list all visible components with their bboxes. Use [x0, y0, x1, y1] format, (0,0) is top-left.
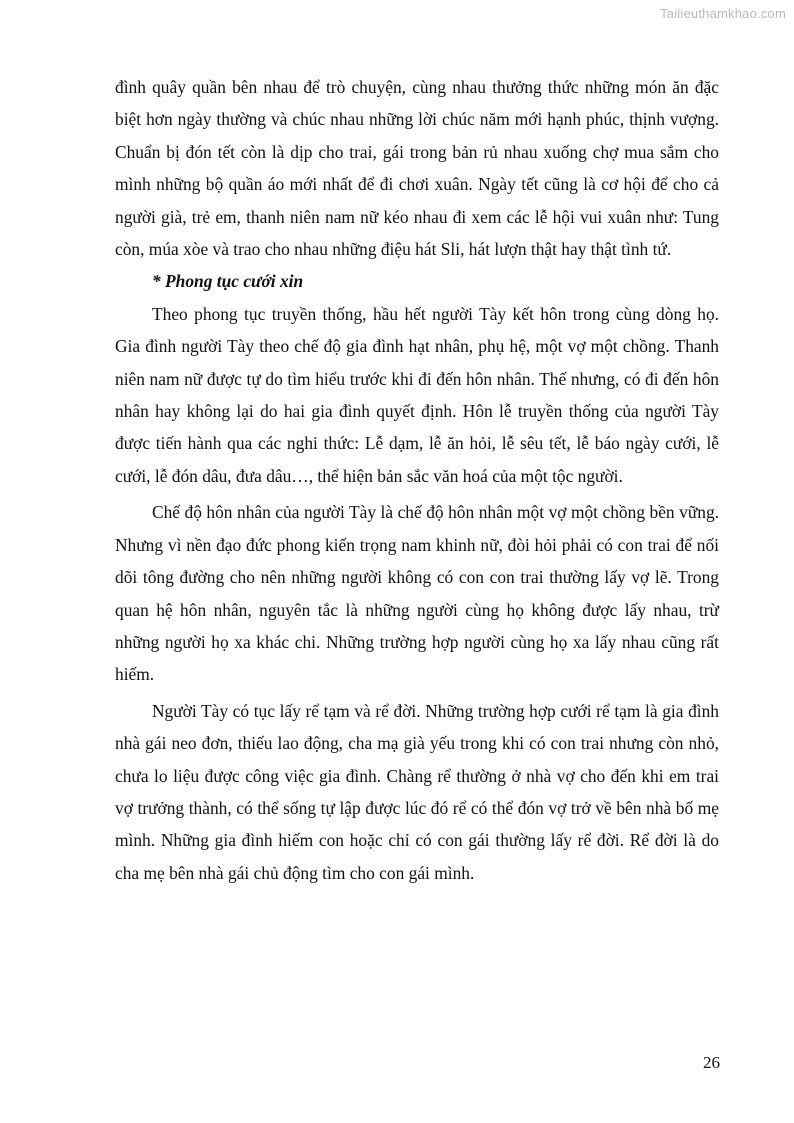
paragraph-tet-continuation: đình quây quần bên nhau để trò chuyện, cùng nhau thưởng thức những món ăn đặc biệt hơn ngày thường và chúc nhau những lời chúc năm mới hạnh phúc, thịnh vượng. Chuẩn bị đón tết còn là dịp cho trai, gái trong bản rủ nhau xuống chợ mua sắm cho mình những bộ quần áo mới nhất để đi chơi xuân. Ngày tết cũng là cơ hội để cho cả người già, trẻ em, thanh niên nam nữ kéo nhau đi xem các lễ hội vui xuân như: Tung còn, múa xòe và trao cho nhau những điệu hát Sli, hát lượn thật hay thật tình tứ. — [115, 77, 719, 260]
section-heading-wedding-customs: * Phong tục cưới xin — [152, 271, 304, 292]
page-body — [115, 71, 719, 889]
page-number: 26 — [703, 1053, 720, 1072]
paragraph-wedding-traditions: Theo phong tục truyền thống, hầu hết người Tày kết hôn trong cùng dòng họ. Gia đình người Tày theo chế độ gia đình hạt nhân, phụ hệ, một vợ một chồng. Thanh niên nam nữ được tự do tìm hiểu trước khi đi đến hôn nhân. Thế nhưng, có đi đến hôn nhân hay không lại do hai gia đình quyết định. Hôn lễ truyền thống của người Tày được tiến hành qua các nghi thức: Lễ dạm, lễ ăn hỏi, lễ sêu tết, lễ báo ngày cưới, lễ cưới, lễ đón dâu, đưa dâu…, thể hiện bản sắc văn hoá của một tộc người. — [115, 303, 719, 486]
watermark: Tailieuthamkhao.com — [660, 6, 786, 21]
paragraph-marriage-system: Chế độ hôn nhân của người Tày là chế độ hôn nhân một vợ một chồng bền vững. Nhưng vì nền đạo đức phong kiến trọng nam khinh nữ, đòi hỏi phải có con trai để nối dõi tông đường cho nên những người không có con con trai thường lấy vợ lẽ. Trong quan hệ hôn nhân, nguyên tắc là những người cùng họ không được lấy nhau, trừ những người họ xa khác chi. Những trường hợp người cùng họ xa lấy nhau cũng rất hiếm. — [115, 502, 719, 685]
paragraph-son-in-law-custom: Người Tày có tục lấy rể tạm và rể đời. Những trường hợp cưới rể tạm là gia đình nhà gái neo đơn, thiếu lao động, cha mạ già yếu trong khi có con trai nhưng còn nhỏ, chưa lo liệu được công việc gia đình. Chàng rể thường ở nhà vợ cho đến khi em trai vợ trưởng thành, có thể sống tự lập được lúc đó rể có thể đón vợ trở về bên nhà bố mẹ mình. Những gia đình hiếm con hoặc chỉ có con gái thường lấy rể đời. Rể đời là do cha mẹ bên nhà gái chủ động tìm cho con gái mình. — [115, 700, 719, 883]
